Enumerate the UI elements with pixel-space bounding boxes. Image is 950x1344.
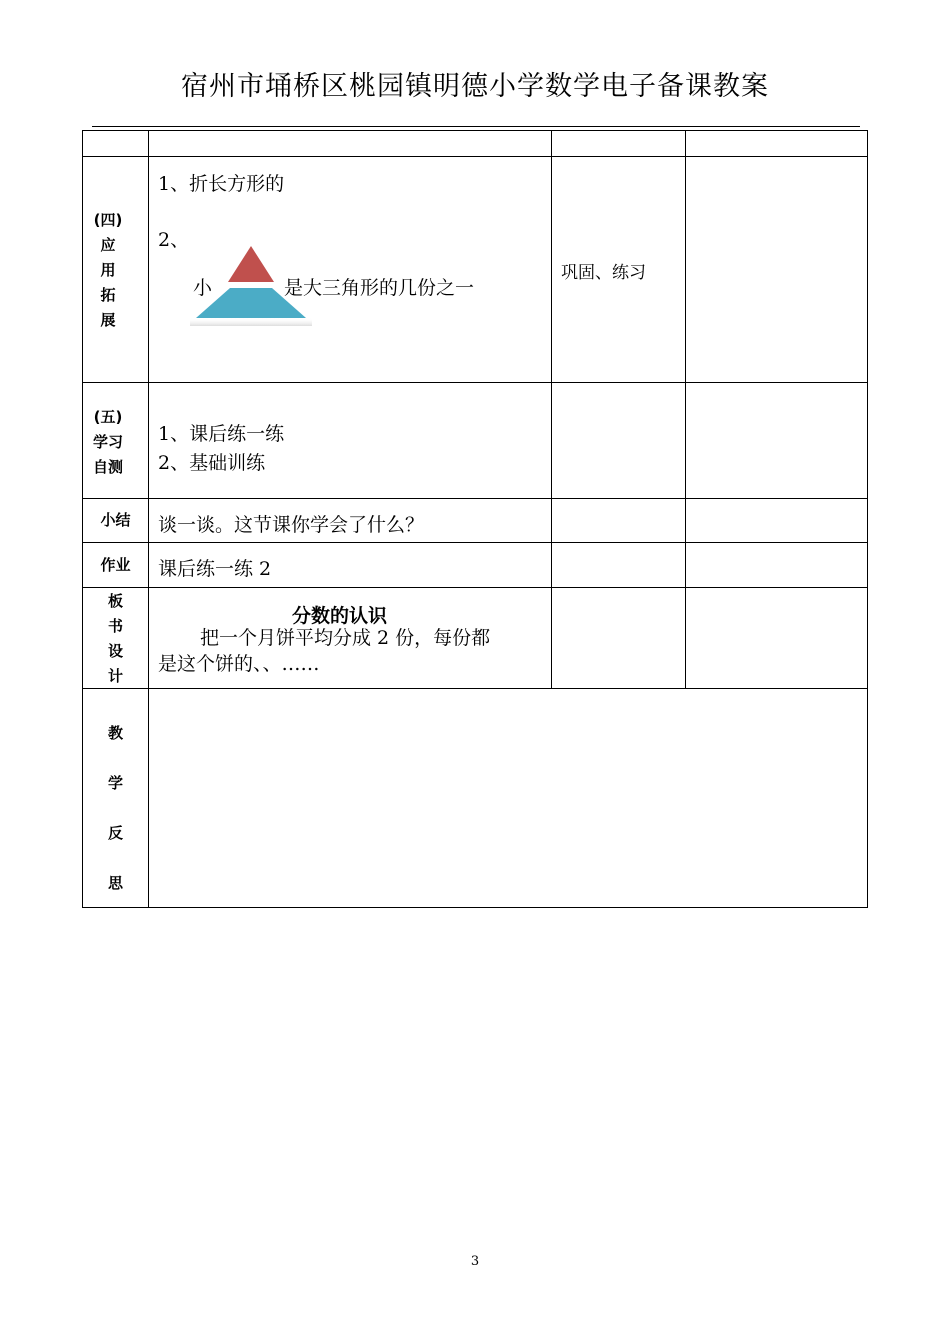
summary-text: 谈一谈。这节课你学会了什么？: [158, 514, 425, 536]
selftest-label-part: 学习: [92, 433, 123, 451]
apply-line-3-prefix: 小: [193, 277, 213, 299]
homework-text: 课后练一练 2: [158, 558, 272, 580]
apply-label-part: 应: [100, 236, 116, 254]
apply-label-part: 拓: [100, 286, 116, 304]
selftest-line-1: 1、课后练一练: [158, 423, 285, 445]
reflection-label-part: 反: [107, 824, 123, 842]
board-label-part: 板: [107, 592, 123, 610]
reflection-label-part: 学: [107, 774, 123, 792]
page-title: 宿州市埇桥区桃园镇明德小学数学电子备课教案: [181, 71, 769, 102]
board-row-label: [83, 589, 148, 689]
title-underline: [92, 126, 860, 127]
board-label-part: 设: [107, 642, 123, 660]
triangle-figure: [190, 238, 312, 326]
apply-label-part: (四): [93, 211, 123, 229]
reflection-row-label: [83, 708, 148, 908]
board-label-part: 书: [107, 617, 123, 635]
summary-label: 小结: [100, 511, 131, 529]
selftest-line-2: 2、基础训练: [158, 452, 266, 474]
triangle-bottom-trapezoid: [196, 288, 306, 318]
board-heading: 分数的认识: [292, 605, 388, 627]
apply-line-2: 2、: [158, 229, 190, 251]
selftest-label-part: (五): [93, 408, 123, 426]
apply-label-part: 展: [100, 311, 116, 329]
apply-row-label: [83, 208, 133, 333]
triangle-top: [228, 246, 274, 282]
apply-label-part: 用: [100, 261, 116, 279]
selftest-label-part: 自测: [92, 458, 123, 476]
homework-label: 作业: [100, 556, 131, 574]
apply-line-3-suffix: 是大三角形的几份之一: [284, 277, 475, 299]
selftest-row-label: [83, 405, 133, 480]
reflection-label-part: 思: [107, 874, 123, 892]
board-line-2: 是这个饼的、、……: [158, 653, 320, 675]
reflection-label-part: 教: [107, 724, 123, 742]
apply-intent: 巩固、练习: [561, 263, 646, 283]
board-label-part: 计: [107, 667, 123, 685]
board-line-1: 把一个月饼平均分成 2 份，每份都: [200, 627, 491, 649]
apply-line-1: 1、折长方形的: [158, 173, 285, 195]
page-number: 3: [470, 1254, 480, 1269]
